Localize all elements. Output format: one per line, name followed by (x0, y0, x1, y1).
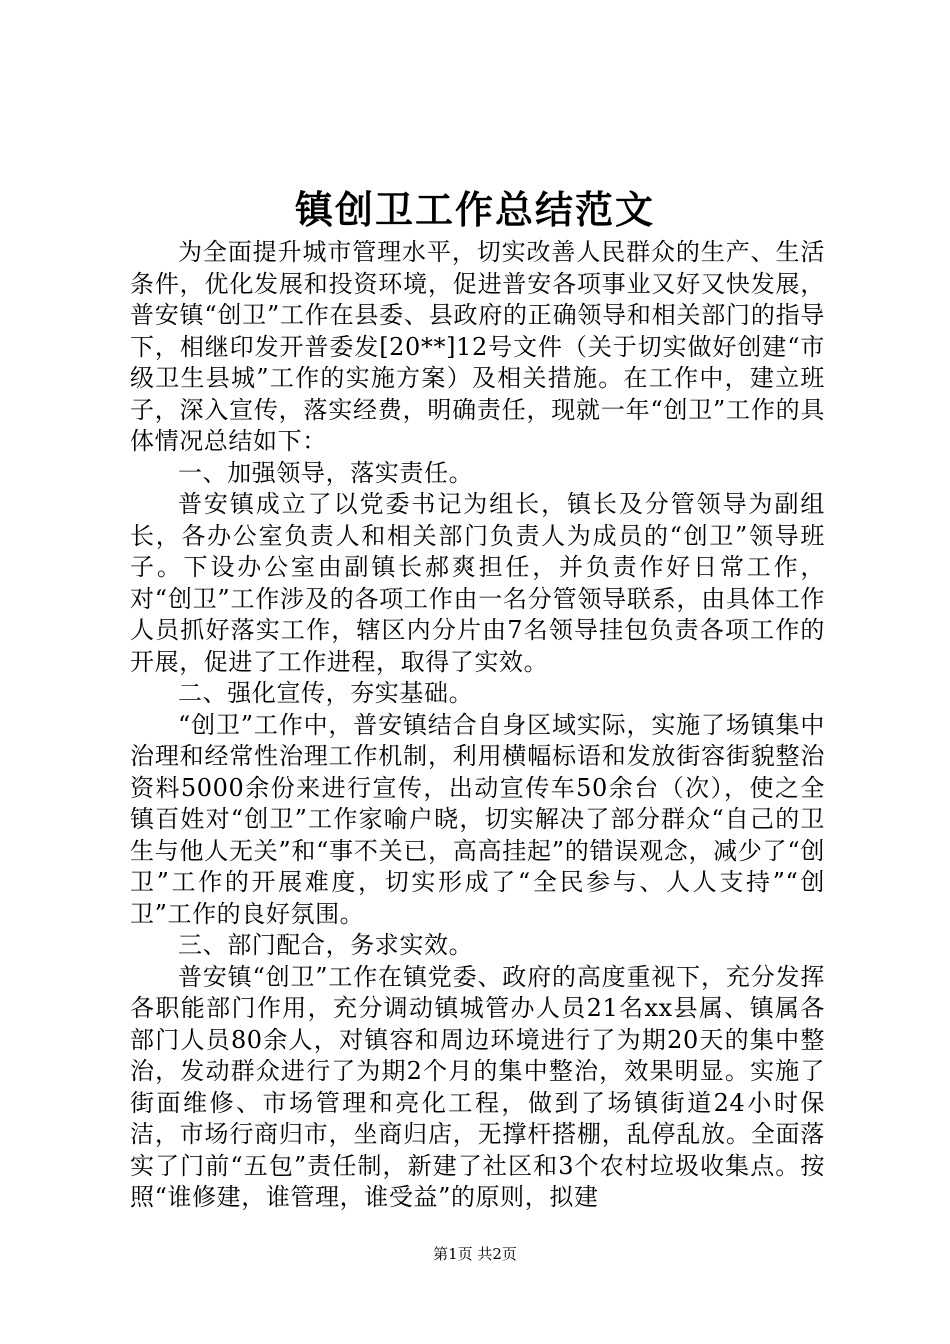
section-heading-2: 二、强化宣传，夯实基础。 (178, 679, 474, 707)
section-heading-3: 三、部门配合，务求实效。 (178, 931, 474, 959)
paragraph-section-3: 普安镇“创卫”工作在镇党委、政府的高度重视下，充分发挥各职能部门作用，充分调动镇城管办人员21名xx县属、镇属各部门人员80余人，对镇容和周边环境进行了为期20天的集中整治，发动群众进行了为期2个月的集中整治，效果明显。实施了街面维修、市场管理和亮化工程，做到了场镇街道24小时保洁，市场行商归市，坐商归店，无撑杆搭棚，乱停乱放。全面落实了门前“五包”责任制，新建了社区和3个农村垃圾收集点。按照“谁修建，谁管理，谁受益”的原则，拟建 (130, 962, 825, 1211)
paragraph-section-1: 普安镇成立了以党委书记为组长，镇长及分管领导为副组长，各办公室负责人和相关部门负责人为成员的“创卫”领导班子。下设办公室由副镇长郝爽担任，并负责作好日常工作，对“创卫”工作涉及的各项工作由一名分管领导联系，由具体工作人员抓好落实工作，辖区内分片由7名领导挂包负责各项工作的开展，促进了工作进程，取得了实效。 (130, 490, 825, 676)
document-body (130, 237, 825, 1214)
paragraph-section-2: “创卫”工作中，普安镇结合自身区域实际，实施了场镇集中治理和经常性治理工作机制，利用横幅标语和发放街容街貌整治资料5000余份来进行宣传，出动宣传车50余台（次），使之全镇百姓对“创卫”工作家喻户晓，切实解决了部分群众“自己的卫生与他人无关”和“事不关已，高高挂起”的错误观念，减少了“创卫”工作的开展难度，切实形成了“全民参与、人人支持”“创卫”工作的良好氛围。 (130, 710, 825, 928)
page-footer: 第1页 共2页 (433, 1245, 517, 1263)
paragraph-intro: 为全面提升城市管理水平，切实改善人民群众的生产、生活条件，优化发展和投资环境，促进普安各项事业又好又快发展，普安镇“创卫”工作在县委、县政府的正确领导和相关部门的指导下，相继印发开普委发[20**]12号文件（关于切实做好创建“市级卫生县城”工作的实施方案）及相关措施。在工作中，建立班子，深入宣传，落实经费，明确责任，现就一年“创卫”工作的具体情况总结如下： (130, 238, 825, 455)
section-heading-1: 一、加强领导，落实责任。 (178, 458, 474, 487)
document-title: 镇创卫工作总结范文 (294, 187, 655, 232)
